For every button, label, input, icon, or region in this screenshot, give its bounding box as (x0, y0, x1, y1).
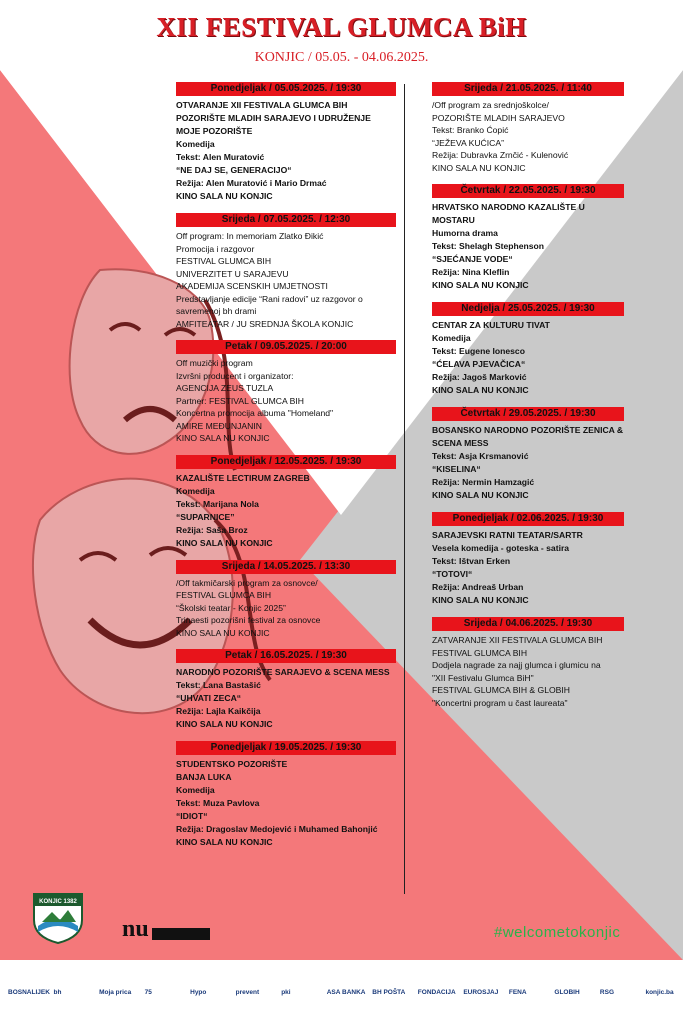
sponsor-logo: bh (53, 989, 62, 996)
festival-dates: KONJIC / 05.05. - 04.06.2025. (254, 50, 429, 65)
hashtag-label: #welcometokonjic (494, 924, 621, 941)
sponsor-logo: GLOBIH (554, 989, 580, 996)
event-date-header: Srijeda / 21.05.2025. / 11:40 (432, 82, 624, 96)
event-detail-line: AGENCIJA ZEUS TUZLA (176, 383, 274, 393)
column-divider (404, 84, 405, 894)
event-detail-line: Komedija (176, 785, 215, 795)
event-detail-line: Tekst: Asja Krsmanović (432, 451, 529, 461)
program-left-column (176, 82, 396, 859)
event-detail-line: BANJA LUKA (176, 772, 232, 782)
event-detail-line: Koncertna promocija albuma "Homeland" (176, 408, 334, 418)
event-detail-line: NARODNO POZORIŠTE SARAJEVO & SCENA MESS (176, 667, 390, 677)
event-detail-line: KINO SALA NU KONJIC (176, 433, 270, 443)
event-detail-line: SARAJEVSKI RATNI TEATAR/SARTR (432, 530, 583, 540)
event-detail-line: POZORIŠTE MLADIH SARAJEVO (432, 112, 565, 123)
event-detail-line: KINO SALA NU KONJIC (176, 627, 270, 638)
event-detail-line: Tekst: Ištvan Erken (432, 556, 511, 566)
event-detail-line: KINO SALA NU KONJIC (432, 490, 529, 500)
event-detail-line: Režija: Dragoslav Medojević i Muhamed Bahonjić (176, 824, 378, 834)
event-detail-line: UNIVERZITET U SARAJEVU (176, 268, 289, 279)
event-detail-line: Režija: Lajla Kaikčija (176, 706, 261, 716)
event-detail-line: Režija: Nermin Hamzagić (432, 477, 535, 487)
event-block (432, 407, 624, 502)
sponsor-logo: FONDACIJA (417, 989, 456, 996)
event-date-header: Petak / 16.05.2025. / 19:30 (176, 649, 396, 663)
event-detail-line: Off muzički program (176, 358, 253, 368)
sponsor-logos-bar (0, 978, 683, 1008)
event-date-header: Ponedjeljak / 05.05.2025. / 19:30 (176, 82, 396, 96)
event-detail-line: Humorna drama (432, 228, 498, 238)
event-detail-line: Tekst: Lana Bastašić (176, 680, 261, 690)
event-detail-line: Komedija (176, 139, 215, 149)
event-detail-line: “ĆELAVA PJEVAČICA“ (432, 359, 526, 369)
event-detail-line: “JEŽEVA KUĆICA” (432, 137, 504, 148)
event-detail-line: POZORIŠTE MLADIH SARAJEVO I UDRUŽENJE MOJE POZORIŠTE (176, 113, 371, 136)
program-right-column (432, 82, 624, 719)
event-detail-line: “Školski teatar - Konjic 2025” (176, 602, 286, 613)
sponsor-logo: EUROSJAJ (463, 989, 499, 996)
sponsor-logo: 75 (144, 989, 152, 996)
event-detail-line: /Off program za srednjoškolce/ (432, 100, 549, 110)
event-block (432, 184, 624, 292)
event-detail-line: HRVATSKO NARODNO KAZALIŠTE U MOSTARU (432, 202, 585, 225)
event-detail-line: KINO SALA NU KONJIC (432, 595, 529, 605)
event-detail-line: FESTIVAL GLUMCA BIH (432, 647, 528, 658)
event-block (432, 617, 624, 709)
event-block (432, 302, 624, 397)
university-logo-icon (122, 912, 212, 942)
event-detail-line: Tekst: Muza Pavlova (176, 798, 260, 808)
event-detail-line: AKADEMIJA SCENSKIH UMJETNOSTI (176, 281, 328, 291)
event-detail-line: “IDIOT“ (176, 811, 208, 821)
event-detail-line: “KISELINA“ (432, 464, 481, 474)
event-detail-line: KINO SALA NU KONJIC (432, 162, 526, 173)
event-block (176, 560, 396, 640)
sponsor-logo: prevent (235, 989, 260, 996)
event-detail-line: Predstavljanje edicije “Rani radovi” uz razgovor o savremenoj bh drami (176, 293, 363, 316)
event-date-header: Srijeda / 07.05.2025. / 12:30 (176, 213, 396, 227)
event-detail-line: “NE DAJ SE, GENERACIJO“ (176, 165, 292, 175)
event-block (176, 649, 396, 731)
event-detail-line: BOSANSKO NARODNO POZORIŠTE ZENICA & SCENA MESS (432, 425, 624, 448)
event-block (176, 82, 396, 203)
event-detail-line: Režija: Saša Broz (176, 524, 248, 535)
event-detail-line: KINO SALA NU KONJIC (432, 385, 529, 395)
event-detail-line: KINO SALA NU KONJIC (176, 191, 273, 201)
event-detail-line: “SJEĆANJE VODE“ (432, 254, 513, 264)
event-block (176, 213, 396, 330)
event-date-header: Ponedjeljak / 02.06.2025. / 19:30 (432, 512, 624, 526)
festival-title: XII FESTIVAL GLUMCA BiH (156, 12, 527, 42)
event-detail-line: Vesela komedija - goteska - satira (432, 543, 570, 553)
sponsor-logo: BH POŠTA (372, 989, 406, 996)
event-detail-line: FESTIVAL GLUMCA BIH & GLOBIH (432, 685, 571, 695)
event-detail-line: AMFITEATAR / JU SREDNJA ŠKOLA KONJIC (176, 318, 354, 329)
sponsor-logo: Moja prica (99, 989, 132, 996)
event-date-header: Petak / 09.05.2025. / 20:00 (176, 340, 396, 354)
event-block (176, 340, 396, 445)
event-detail-line: Režija: Alen Muratović i Mario Drmać (176, 178, 327, 188)
sponsor-logo: FENA (508, 989, 527, 996)
event-detail-line: Off program: In memoriam Zlatko Đikić (176, 231, 324, 241)
svg-text:nu: nu (122, 916, 149, 942)
event-detail-line: “TOTOVI“ (432, 569, 473, 579)
event-block (176, 455, 396, 550)
event-date-header: Četvrtak / 22.05.2025. / 19:30 (432, 184, 624, 198)
event-date-header: Ponedjeljak / 19.05.2025. / 19:30 (176, 741, 396, 755)
event-detail-line: Režija: Andreaš Urban (432, 582, 524, 592)
event-detail-line: KINO SALA NU KONJIC (432, 280, 529, 290)
event-detail-line: Tekst: Shelagh Stephenson (432, 241, 545, 251)
crest-label: KONJIC 1382 (39, 899, 77, 905)
event-detail-line: KINO SALA NU KONJIC (176, 837, 273, 847)
sponsor-logo: Hypo (190, 989, 207, 996)
event-detail-line: /Off takmičarski program za osnovce/ (176, 577, 318, 588)
sponsor-logo: BOSNALIJEK (8, 989, 50, 996)
event-detail-line: Tekst: Marijana Nola (176, 498, 259, 509)
event-detail-line: FESTIVAL GLUMCA BIH (176, 256, 272, 266)
event-detail-line: Režija: Jagoš Marković (432, 372, 527, 382)
event-detail-line: AMIRE MEĐUNJANIN (176, 420, 262, 431)
konjic-crest-icon (30, 890, 86, 944)
event-detail-line: "XII Festivalu Glumca BiH" (432, 672, 534, 683)
event-date-header: Ponedjeljak / 12.05.2025. / 19:30 (176, 455, 396, 469)
event-detail-line: KINO SALA NU KONJIC (176, 719, 273, 729)
sponsor-logo: pki (281, 989, 291, 996)
event-detail-line: “UHVATI ZECA“ (176, 693, 242, 703)
event-detail-line: “SUPARNICE” (176, 511, 235, 522)
event-detail-line: Dodjela nagrade za najj glumca i glumicu na (432, 660, 601, 670)
sponsor-logo: ASA BANKA (326, 989, 366, 996)
event-detail-line: FESTIVAL GLUMCA BIH (176, 590, 272, 600)
event-detail-line: Izvršni producent i organizator: (176, 370, 294, 381)
event-detail-line: Tekst: Branko Ćopić (432, 125, 509, 135)
event-block (176, 741, 396, 849)
event-detail-line: Partner: FESTIVAL GLUMCA BIH (176, 395, 304, 406)
event-detail-line: ZATVARANJE XII FESTIVALA GLUMCA BIH (432, 635, 603, 645)
event-detail-line: Promocija i razgovor (176, 243, 255, 254)
event-detail-line: Komedija (432, 333, 471, 343)
event-detail-line: Tekst: Alen Muratović (176, 152, 265, 162)
event-detail-line: KINO SALA NU KONJIC (176, 537, 273, 548)
event-detail-line: "Koncertni program u čast laureata" (432, 697, 568, 708)
event-detail-line: Režija: Nina Kleflin (432, 267, 510, 277)
event-detail-line: OTVARANJE XII FESTIVALA GLUMCA BIH (176, 100, 348, 110)
event-detail-line: CENTAR ZA KULTURU TIVAT (432, 320, 550, 330)
event-date-header: Srijeda / 04.06.2025. / 19:30 (432, 617, 624, 631)
event-detail-line: STUDENTSKO POZORIŠTE (176, 759, 288, 769)
event-date-header: Srijeda / 14.05.2025. / 13:30 (176, 560, 396, 574)
event-detail-line: Trinaesti pozorišni festival za osnovce (176, 615, 321, 625)
event-detail-line: Režija: Dubravka Zrnčić - Kulenović (432, 150, 569, 160)
event-block (432, 82, 624, 174)
event-date-header: Četvrtak / 29.05.2025. / 19:30 (432, 407, 624, 421)
event-detail-line: Komedija (176, 485, 215, 496)
event-date-header: Nedjelja / 25.05.2025. / 19:30 (432, 302, 624, 316)
sponsor-logo: konjic.ba (645, 989, 674, 996)
sponsor-logo: RSG (599, 989, 615, 996)
event-detail-line: Tekst: Eugene Ionesco (432, 346, 525, 356)
event-block (432, 512, 624, 607)
event-detail-line: KAZALIŠTE LECTIRUM ZAGREB (176, 472, 310, 483)
